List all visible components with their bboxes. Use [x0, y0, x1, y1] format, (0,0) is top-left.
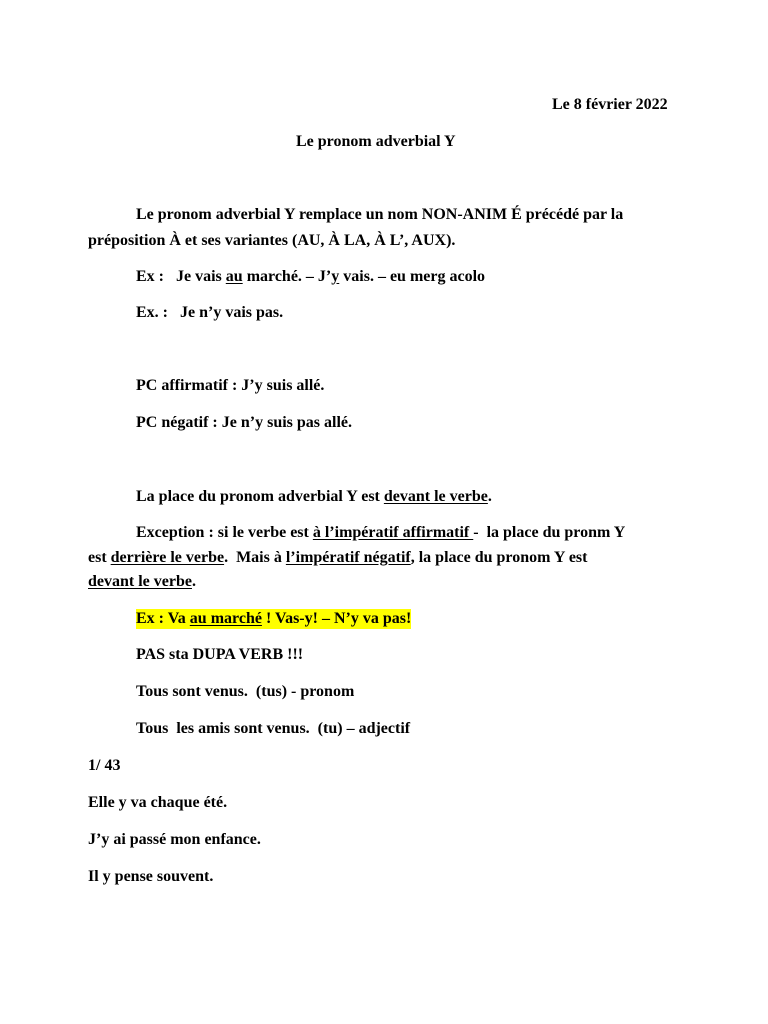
example-1-y: y [331, 268, 340, 285]
exception-line-2-underlined-2: l’impératif négatif [285, 549, 411, 566]
sentence-1: Elle y va chaque été. [88, 794, 228, 811]
example-3-highlighted [136, 609, 411, 629]
exception-line-2-underlined-1: derrière le verbe [110, 549, 225, 566]
exception-line-3-underlined: devant le verbe [88, 573, 192, 590]
tous-pronom: Tous sont venus. (tus) - pronom [136, 683, 355, 700]
exception-line-2-lead: est [88, 549, 111, 566]
exception-line-1-tail: - la place du pronm Y [473, 524, 626, 541]
exception-line-2-tail: , la place du pronom Y est [410, 549, 588, 566]
exception-line-1-underlined: à l’impératif affirmatif [312, 524, 474, 541]
example-1-lead: Ex : Je vais [136, 268, 226, 285]
document-title: Le pronom adverbial Y [296, 133, 456, 150]
exception-line-2 [88, 548, 587, 568]
example-1-mid: marché. – J’ [242, 268, 332, 285]
exception-line-1-lead: Exception : si le verbe est [136, 524, 313, 541]
place-rule [136, 487, 492, 507]
example-1 [136, 267, 485, 287]
place-rule-underlined: devant le verbe [383, 488, 488, 505]
pas-note: PAS sta DUPA VERB !!! [136, 646, 304, 663]
example-3-underlined: au marché [189, 610, 262, 627]
example-1-au: au [225, 268, 243, 285]
intro-line-2: préposition À et ses variantes (AU, À LA, À L’, AUX). [88, 232, 456, 249]
intro-line-1: Le pronom adverbial Y remplace un nom NON-ANIM É précédé par la [136, 206, 624, 223]
place-rule-lead: La place du pronom adverbial Y est [136, 488, 384, 505]
pc-affirmatif: PC affirmatif : J’y suis allé. [136, 377, 325, 394]
exception-line-2-mid: . Mais à [224, 549, 286, 566]
pc-negatif: PC négatif : Je n’y suis pas allé. [136, 414, 352, 431]
exception-line-1 [136, 523, 625, 543]
exception-line-3 [88, 572, 196, 592]
tous-adjectif: Tous les amis sont venus. (tu) – adjectif [136, 720, 411, 737]
exception-line-3-tail: . [191, 573, 196, 590]
page-counter: 1/ 43 [88, 757, 121, 774]
example-3-lead: Ex : Va [136, 610, 190, 627]
sentence-2: J’y ai passé mon enfance. [88, 831, 261, 848]
example-3-tail: ! Vas-y! – N’y va pas! [261, 610, 412, 627]
document-date: Le 8 février 2022 [552, 96, 668, 113]
sentence-3: Il y pense souvent. [88, 868, 214, 885]
example-2: Ex. : Je n’y vais pas. [136, 304, 284, 321]
place-rule-tail: . [487, 488, 492, 505]
example-1-tail: vais. – eu merg acolo [339, 268, 486, 285]
